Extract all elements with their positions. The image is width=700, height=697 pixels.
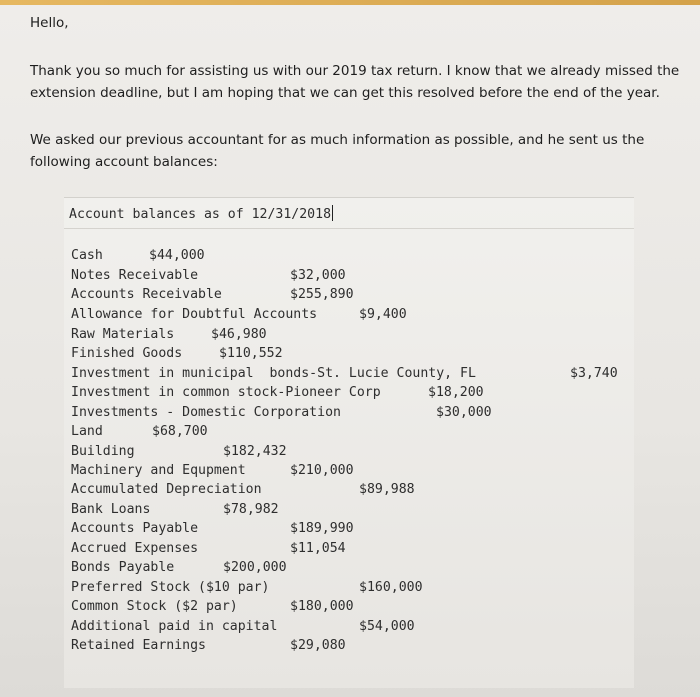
balance-amount: $46,980 <box>211 327 267 342</box>
email-paragraph-2: We asked our previous accountant for as much information as possible, and he sent us the following account balances: <box>30 132 645 170</box>
balance-amount: $110,552 <box>219 346 283 361</box>
balance-label: Common Stock ($2 par) <box>71 599 238 614</box>
balance-label: Building <box>71 444 135 459</box>
balance-label: Machinery and Equpment <box>71 463 246 478</box>
balances-header-text: Account balances as of 12/31/2018 <box>69 207 332 222</box>
balance-amount: $78,982 <box>223 502 279 517</box>
balance-label: Accumulated Depreciation <box>71 482 262 497</box>
balance-amount: $160,000 <box>359 580 423 595</box>
balance-label: Land <box>71 424 103 439</box>
balance-amount: $29,080 <box>290 638 346 653</box>
balance-amount: $32,000 <box>290 268 346 283</box>
balance-label: Bank Loans <box>71 502 151 517</box>
balance-amount: $182,432 <box>223 444 287 459</box>
account-balances-panel <box>64 197 634 688</box>
balance-amount: $54,000 <box>359 619 415 634</box>
balance-label: Preferred Stock ($10 par) <box>71 580 270 595</box>
balance-label: Accrued Expenses <box>71 541 199 556</box>
email-greeting: Hello, <box>30 15 69 31</box>
balance-label: Cash <box>71 248 103 263</box>
balance-label: Finished Goods <box>71 346 183 361</box>
balance-label: Allowance for Doubtful Accounts <box>71 307 318 322</box>
balance-amount: $3,740 <box>570 366 618 381</box>
balance-amount: $210,000 <box>290 463 354 478</box>
balance-label: Accounts Receivable <box>71 287 222 302</box>
balance-label: Investment in common stock-Pioneer Corp <box>71 385 381 400</box>
balance-label: Investment in municipal bonds-St. Lucie County, FL <box>71 366 476 381</box>
balance-label: Accounts Payable <box>71 521 199 536</box>
balance-amount: $11,054 <box>290 541 346 556</box>
balance-amount: $18,200 <box>428 385 484 400</box>
balance-amount: $200,000 <box>223 560 287 575</box>
balance-label: Raw Materials <box>71 327 175 342</box>
balance-amount: $9,400 <box>359 307 407 322</box>
balance-label: Bonds Payable <box>71 560 175 575</box>
header-divider <box>64 228 634 229</box>
text-cursor <box>332 205 333 221</box>
balances-header[interactable] <box>69 205 333 222</box>
email-body <box>0 5 700 697</box>
balance-amount: $68,700 <box>152 424 208 439</box>
balance-label: Notes Receivable <box>71 268 199 283</box>
balance-amount: $180,000 <box>290 599 354 614</box>
balance-label: Additional paid in capital <box>71 619 278 634</box>
balance-amount: $89,988 <box>359 482 415 497</box>
balance-label: Retained Earnings <box>71 638 206 653</box>
balance-amount: $255,890 <box>290 287 354 302</box>
balance-amount: $189,990 <box>290 521 354 536</box>
balance-amount: $44,000 <box>149 248 205 263</box>
balance-amount: $30,000 <box>436 405 492 420</box>
email-paragraph-1: Thank you so much for assisting us with our 2019 tax return. I know that we already missed the extension deadline, but I am hoping that we can get this resolved before the end of the year. <box>30 63 680 101</box>
balance-label: Investments - Domestic Corporation <box>71 405 341 420</box>
